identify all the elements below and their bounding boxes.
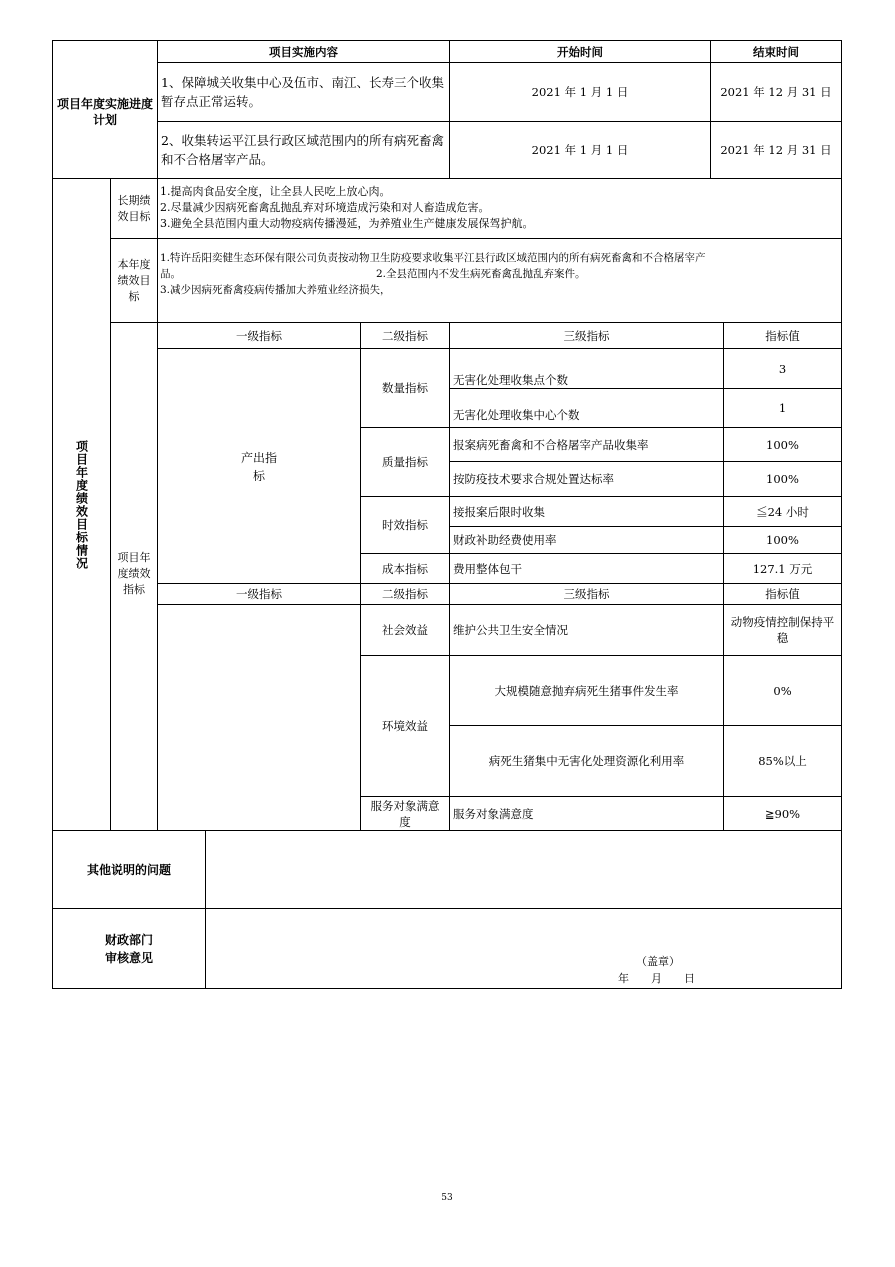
quantity-item-2-name: 无害化处理收集中心个数 — [453, 408, 580, 422]
environment-item-1-name: 大规模随意抛弃病死生猪事件发生率 — [494, 683, 679, 698]
annual-goal-label: 本年度绩效目标 — [117, 257, 151, 303]
indicator-header-value: 指标值 — [765, 328, 800, 343]
satisfaction-label-line-2: 度 — [399, 814, 411, 829]
indicators-label: 项目年度绩效指标 — [117, 551, 151, 596]
goals-section-label: 项目年度绩效目标情况 — [74, 439, 89, 570]
annual-goal-text — [158, 250, 841, 298]
timeliness-indicator-label: 时效指标 — [382, 518, 428, 532]
quality-item-1-value: 100% — [766, 437, 799, 452]
quantity-item-1-name: 无害化处理收集点个数 — [453, 373, 568, 387]
plan-section-label: 项目年度实施进度计划 — [57, 97, 154, 127]
plan-row-2-content: 2、收集转运平江县行政区域范围内的所有病死畜禽和不合格屠宰产品。 — [161, 133, 444, 167]
quality-indicator-label: 质量指标 — [382, 455, 428, 469]
plan-row-2-start: 2021 年 1 月 1 日 — [531, 143, 629, 157]
quality-item-2-value: 100% — [766, 472, 799, 486]
plan-row-1-end: 2021 年 12 月 31 日 — [720, 85, 832, 99]
annual-goal-line-1: 1.特许岳阳奕健生态环保有限公司负责按动物卫生防疫要求收集平江县行政区域范围内的所有病死畜禽和不合格屠宰产 — [160, 252, 706, 264]
cost-item-1-value: 127.1 万元 — [752, 561, 813, 576]
satisfaction-name: 服务对象满意度 — [453, 806, 534, 821]
satisfaction-value: ≧90% — [764, 806, 801, 821]
plan-row-2-end: 2021 年 12 月 31 日 — [720, 143, 832, 157]
long-term-goal-text — [158, 184, 841, 232]
indicator-header-level1: 一级指标 — [236, 328, 282, 343]
plan-row-1-start: 2021 年 1 月 1 日 — [531, 85, 629, 99]
environment-item-2-name: 病死生猪集中无害化处理资源化利用率 — [488, 754, 685, 768]
indicator-header-level2-2: 二级指标 — [382, 587, 428, 601]
finance-review-label-line-2: 审核意见 — [104, 950, 153, 965]
social-benefit-label: 社会效益 — [382, 623, 428, 637]
indicator-header-level2: 二级指标 — [382, 328, 428, 343]
finance-review-label-line-1: 财政部门 — [104, 932, 153, 947]
indicator-header-level3-2: 三级指标 — [563, 587, 610, 601]
social-benefit-value-line-1: 动物疫情控制保持平 — [730, 615, 835, 629]
long-term-goal-line-1: 1.提高肉食品安全度，让全县人民吃上放心肉。 — [160, 185, 391, 198]
annual-goal-line-2b: 2.全县范围内不发生病死畜禽乱抛乱弃案件。 — [376, 268, 586, 280]
page-number: 53 — [441, 1193, 453, 1203]
indicator-header-value-2: 指标值 — [765, 587, 800, 601]
satisfaction-label — [361, 797, 449, 830]
indicator-header-level3: 三级指标 — [563, 328, 610, 343]
finance-seal: （盖章） — [636, 955, 680, 968]
timeliness-item-1-name: 接报案后限时收集 — [453, 504, 545, 519]
quality-item-1-name: 报案病死畜禽和不合格屠宰产品收集率 — [453, 437, 649, 452]
long-term-goal-line-2: 2.尽量减少因病死畜禽乱抛乱弃对环境造成污染和对人畜造成危害。 — [160, 201, 490, 214]
long-term-goal-line-3: 3.避免全县范围内重大动物疫病传播漫延，为养殖业生产健康发展保驾护航。 — [160, 217, 534, 230]
environment-item-1-value: 0% — [773, 683, 792, 698]
quality-item-2-name: 按防疫技术要求合规处置达标率 — [453, 472, 614, 486]
environment-item-2-value: 85%以上 — [758, 754, 807, 768]
finance-review-label — [53, 909, 205, 988]
social-benefit-value — [724, 605, 841, 655]
other-notes-label: 其他说明的问题 — [86, 862, 171, 877]
plan-header-content: 项目实施内容 — [269, 44, 338, 59]
satisfaction-label-line-1: 服务对象满意 — [370, 798, 440, 813]
quantity-indicator-label: 数量指标 — [382, 381, 428, 395]
cost-indicator-label: 成本指标 — [382, 561, 428, 576]
annual-goal-line-2a: 品。 — [160, 268, 181, 280]
annual-goal-line-3: 3.减少因病死畜禽疫病传播加大养殖业经济损失， — [160, 284, 391, 296]
quantity-item-2-value: 1 — [778, 401, 787, 415]
output-indicator-label: 产出指标 — [241, 451, 278, 483]
plan-header-end: 结束时间 — [753, 44, 799, 59]
social-benefit-value-line-2: 稳 — [776, 631, 789, 645]
timeliness-item-1-value: ≦24 小时 — [756, 504, 809, 519]
plan-header-start: 开始时间 — [557, 44, 603, 59]
long-term-goal-label: 长期绩效目标 — [117, 193, 151, 223]
quantity-item-1-value: 3 — [778, 361, 787, 376]
timeliness-item-2-name: 财政补助经费使用率 — [453, 533, 557, 547]
cost-item-1-name: 费用整体包干 — [453, 561, 522, 576]
social-benefit-name: 维护公共卫生安全情况 — [453, 623, 568, 637]
environment-benefit-label: 环境效益 — [382, 719, 428, 733]
other-notes-content — [206, 831, 841, 908]
indicator-header-level1-2: 一级指标 — [236, 587, 282, 601]
finance-date: 年 月 日 — [618, 972, 695, 985]
timeliness-item-2-value: 100% — [766, 533, 799, 547]
plan-row-1-content: 1、保障城关收集中心及伍市、南江、长寿三个收集暂存点正常运转。 — [161, 75, 444, 109]
